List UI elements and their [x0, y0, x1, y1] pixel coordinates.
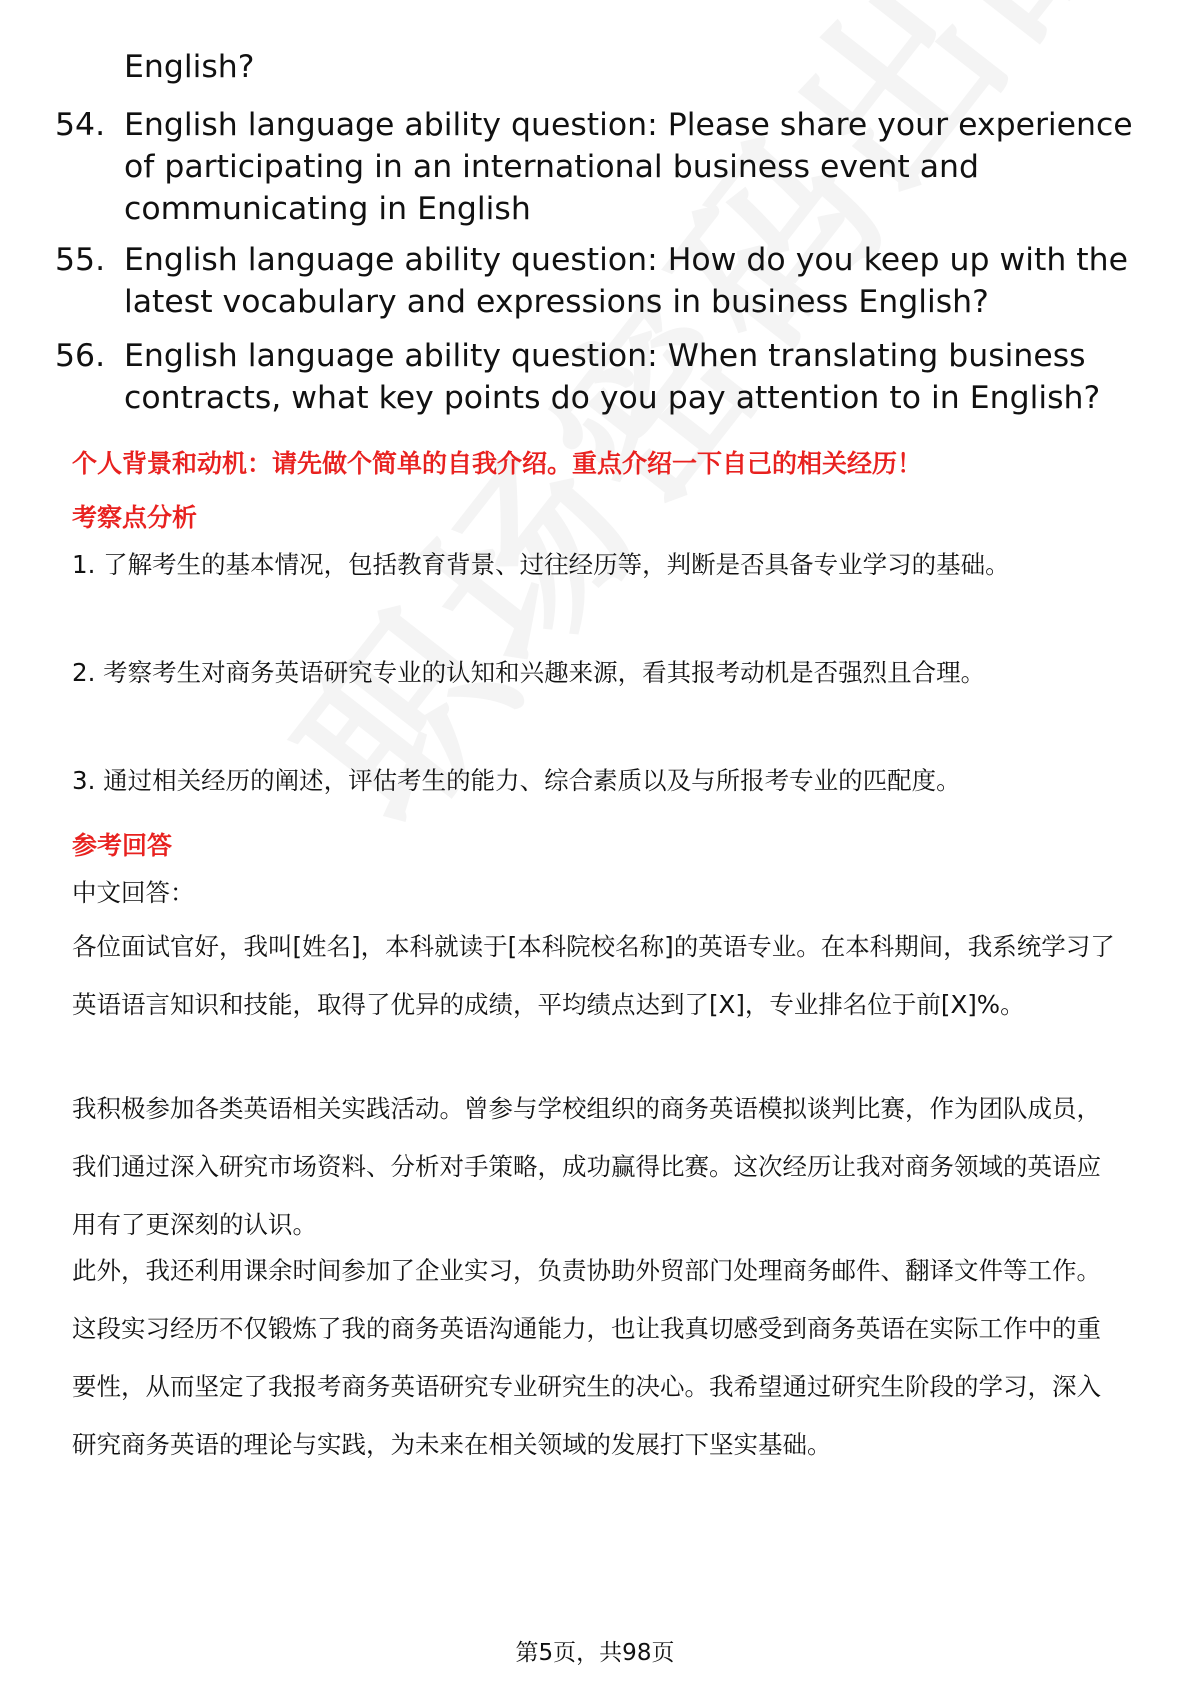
answer-heading: 参考回答 [72, 831, 173, 860]
question-text: English language ability question: How do you keep up with the latest vocabulary and expressions in business English? [124, 242, 1129, 320]
answer-label: 中文回答： [72, 878, 195, 907]
answer-paragraph: 我积极参加各类英语相关实践活动。曾参与学校组织的商务英语模拟谈判比赛，作为团队成员，我们通过深入研究市场资料、分析对手策略，成功赢得比赛。这次经历让我对商务领域的英语应用有了更深刻的认识。 [72, 1094, 1101, 1239]
question-text: English language ability question: When translating business contracts, what key points do you pay attention to in English? [124, 338, 1101, 416]
page-footer: 第5页，共98页 [515, 1640, 675, 1666]
analysis-heading: 考察点分析 [72, 503, 198, 532]
section-title: 个人背景和动机：请先做个简单的自我介绍。重点介绍一下自己的相关经历！ [72, 449, 923, 478]
answer-paragraph: 各位面试官好，我叫[姓名]，本科就读于[本科院校名称]的英语专业。在本科期间，我系统学习了英语语言知识和技能，取得了优异的成绩，平均绩点达到了[X]，专业排名位于前[X]%。 [72, 932, 1115, 1019]
question-continuation: English? [124, 49, 255, 85]
analysis-point: 1. 了解考生的基本情况，包括教育背景、过往经历等，判断是否具备专业学习的基础。 [72, 550, 1010, 579]
question-number: 56. [55, 338, 106, 374]
question-number: 55. [55, 242, 106, 278]
analysis-point: 2. 考察考生对商务英语研究专业的认知和兴趣来源，看其报考动机是否强烈且合理。 [72, 658, 986, 687]
question-text: English language ability question: Please share your experience of participating in an international business event and communicating in English [124, 107, 1133, 227]
analysis-point: 3. 通过相关经历的阐述，评估考生的能力、综合素质以及与所报考专业的匹配度。 [72, 766, 961, 795]
question-number: 54. [55, 107, 106, 143]
answer-paragraph: 此外，我还利用课余时间参加了企业实习，负责协助外贸部门处理商务邮件、翻译文件等工作。这段实习经历不仅锻炼了我的商务英语沟通能力，也让我真切感受到商务英语在实际工作中的重要性，从而坚定了我报考商务英语研究专业研究生的决心。我希望通过研究生阶段的学习，深入研究商务英语的理论与实践，为未来在相关领域的发展打下坚实基础。 [72, 1256, 1101, 1459]
